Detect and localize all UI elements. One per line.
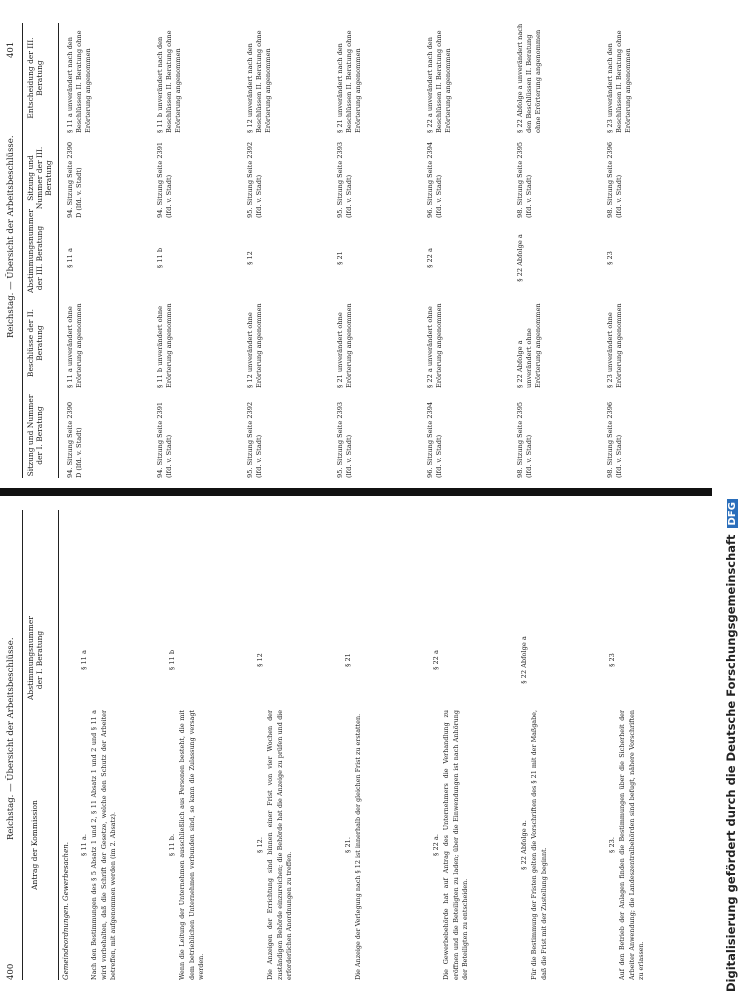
paragraph-text: Die Anzeigen der Errichtung sind binnen einer Frist von vier Wochen der zuständigen Behörde einzureichen; die Behörde hat die Anzeige zu prüfen und die erforderlichen Anordnungen zu treffen. — [266, 710, 294, 980]
paragraph-number: § 11 a — [80, 650, 88, 670]
bottom-page-content — [0, 500, 705, 990]
abstimmung-cell: § 21 — [336, 251, 344, 265]
paragraph-text: Wenn die Leitung der Unternehmen ausschließlich aus Personen besteht, die mit dem betrieblichen Unternehmen verbunden sind, so kann die Zulassung versagt werden. — [178, 710, 206, 980]
paragraph-number: § 21 — [344, 653, 352, 667]
column-header: Abstimmungsnummer der III. Beratung — [26, 209, 44, 293]
paragraph-number: § 11 b — [168, 649, 176, 671]
paragraph-text: Nach den Bestimmungen des § 5 Absatz 1 und 2, § 11 Absatz 1 und 2 und § 11 a wird vorbehalten, daß die Schrift der Gesetze, welche den Schutz der Arbeiter betreffen, mit aufgenommen werden (im 2. Absatz). — [90, 710, 118, 980]
column-header: Sitzung und Nummer der I. Beratung — [26, 394, 44, 477]
sitzung-cell: 96. Sitzung Seite 2394 (lfd. v. Stadt) — [426, 401, 443, 478]
column-header: Abstimmungsnummer der I. Beratung — [26, 616, 44, 700]
running-head: Reichstag. — Übersicht der Arbeitsbeschlüsse. — [6, 637, 16, 840]
page-number: 400 — [6, 963, 16, 980]
sitzung-cell: 94. Sitzung Seite 2391 (lfd. v. Stadt) — [156, 401, 173, 478]
page-number: 401 — [6, 41, 16, 58]
sitzung-cell: 95. Sitzung Seite 2393 (lfd. v. Stadt) — [336, 401, 353, 478]
sitzung-cell: 98. Sitzung Seite 2396 (lfd. v. Stadt) — [606, 141, 623, 218]
column-rule — [58, 23, 59, 478]
running-head: Reichstag. — Übersicht der Arbeitsbeschlüsse. — [6, 135, 16, 338]
paragraph-text: Für die Bestimmung der Fristen gelten die Vorschriften des § 21 mit der Maßgabe, daß die Frist mit der Zustellung beginnt. — [530, 710, 548, 980]
paragraph-heading: § 23. — [608, 837, 616, 853]
column-header: Entscheidung der III. Beratung — [26, 37, 44, 119]
beschluss-cell: § 22 a unverändert ohne Erörterung angenommen — [426, 303, 443, 388]
column-header: Sitzung und Nummer der III. Beratung — [26, 146, 53, 210]
abstimmung-cell: § 22 a — [426, 248, 434, 268]
beschluss-cell: § 11 b unverändert ohne Erörterung angenommen — [156, 303, 173, 388]
sitzung-cell: 94. Sitzung Seite 2390 D (lfd. v. Stadt) — [66, 401, 83, 478]
paragraph-heading: § 11 a. — [80, 834, 88, 856]
entscheidung-cell: § 11 b unverändert nach den Beschlüssen II. Beratung ohne Erörterung angenommen — [156, 30, 182, 133]
top-page-content — [0, 18, 705, 488]
entscheidung-cell: § 22 Abfolge a unverändert nach den Beschlüssen II. Beratung ohne Erörterung angenommen — [516, 23, 542, 133]
digitization-credit — [724, 499, 738, 992]
dfg-logo: DFG — [727, 499, 738, 528]
sitzung-cell: 95. Sitzung Seite 2393 (lfd. v. Stadt) — [336, 141, 353, 218]
column-header: Antrag der Kommission — [30, 800, 39, 890]
beschluss-cell: § 23 unverändert ohne Erörterung angenommen — [606, 303, 623, 388]
column-header: Beschlüsse der II. Beratung — [26, 308, 44, 378]
sitzung-cell: 96. Sitzung Seite 2394 (lfd. v. Stadt) — [426, 141, 443, 218]
credit-text: Digitalisierung gefördert durch die Deutsche Forschungsgemeinschaft — [724, 534, 738, 992]
section-title: Gemeindeordnungen. Gewerbesachen. — [62, 842, 70, 980]
sitzung-cell: 98. Sitzung Seite 2395 (lfd. v. Stadt) — [516, 141, 533, 218]
abstimmung-cell: § 11 b — [156, 247, 164, 269]
sitzung-cell: 98. Sitzung Seite 2396 (lfd. v. Stadt) — [606, 401, 623, 478]
paragraph-text: Auf den Betrieb der Anlagen finden die Bestimmungen über die Sicherheit der Arbeiter Anwendung; die Landeszentralbehörden sind befugt, nähere Vorschriften zu erlassen. — [618, 710, 646, 980]
column-rule — [58, 510, 59, 980]
entscheidung-cell: § 23 unverändert nach den Beschlüssen II. Beratung ohne Erörterung angenommen — [606, 30, 632, 133]
beschluss-cell: § 11 a unverändert ohne Erörterung angenommen — [66, 303, 83, 388]
paragraph-heading: § 11 b. — [168, 833, 176, 857]
entscheidung-cell: § 21 unverändert nach den Beschlüssen II. Beratung ohne Erörterung angenommen — [336, 30, 362, 133]
abstimmung-cell: § 23 — [606, 251, 614, 265]
paragraph-heading: § 12. — [256, 837, 264, 853]
paragraph-number: § 12 — [256, 653, 264, 667]
header-rule — [22, 23, 23, 478]
paragraph-heading: § 21. — [344, 837, 352, 853]
top-page — [0, 18, 705, 486]
paragraph-number: § 22 Abfolge a — [520, 636, 528, 684]
paragraph-text: Die Gewerbebehörde hat auf Antrag des Unternehmers die Verhandlung zu eröffnen und die Beteiligten zu laden; über die Einwendungen ist nach Anhörung der Beteiligten zu entscheiden. — [442, 710, 470, 980]
sitzung-cell: 95. Sitzung Seite 2392 (lfd. v. Stadt) — [246, 141, 263, 218]
sitzung-cell: 95. Sitzung Seite 2392 (lfd. v. Stadt) — [246, 401, 263, 478]
bottom-page — [0, 500, 705, 990]
header-rule — [22, 510, 23, 980]
paragraph-number: § 23 — [608, 653, 616, 667]
abstimmung-cell: § 22 Abfolge a — [516, 234, 524, 282]
beschluss-cell: § 12 unverändert ohne Erörterung angenommen — [246, 303, 263, 388]
entscheidung-cell: § 12 unverändert nach den Beschlüssen II. Beratung ohne Erörterung angenommen — [246, 30, 272, 133]
sitzung-cell: 94. Sitzung Seite 2390 D (lfd. v. Stadt) — [66, 141, 83, 218]
sitzung-cell: 94. Sitzung Seite 2391 (lfd. v. Stadt) — [156, 141, 173, 218]
paragraph-heading: § 22 a. — [432, 834, 440, 856]
page-gutter — [0, 488, 712, 496]
sitzung-cell: 98. Sitzung Seite 2395 (lfd. v. Stadt) — [516, 401, 533, 478]
abstimmung-cell: § 12 — [246, 251, 254, 265]
paragraph-heading: § 22 Abfolge a. — [520, 820, 528, 870]
abstimmung-cell: § 11 a — [66, 248, 74, 268]
paragraph-number: § 22 a — [432, 650, 440, 670]
entscheidung-cell: § 11 a unverändert nach den Beschlüssen II. Beratung ohne Erörterung angenommen — [66, 30, 92, 133]
paragraph-text: Die Anzeige der Verlegung nach § 12 ist innerhalb der gleichen Frist zu erstatten. — [354, 713, 362, 980]
beschluss-cell: § 21 unverändert ohne Erörterung angenommen — [336, 303, 353, 388]
entscheidung-cell: § 22 a unverändert nach den Beschlüssen II. Beratung ohne Erörterung angenommen — [426, 30, 452, 133]
beschluss-cell: § 22 Abfolge a unverändert ohne Erörterung angenommen — [516, 303, 542, 388]
